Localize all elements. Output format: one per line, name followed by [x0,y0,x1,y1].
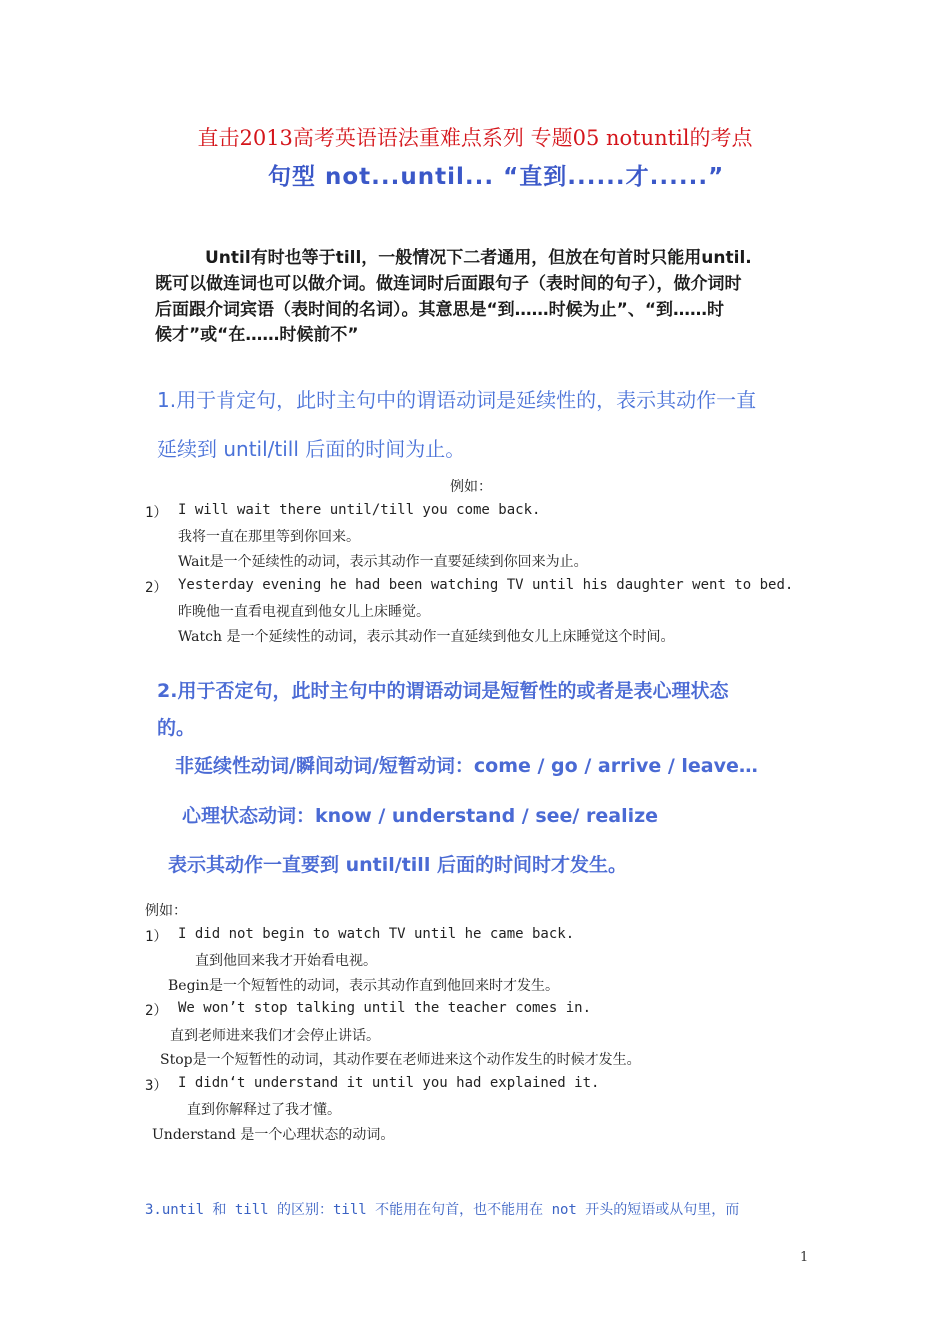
example-english: I did not begin to watch TV until he came back. [178,926,575,942]
example-number: 2） [145,580,168,596]
non-durative-verbs: 非延续性动词/瞬间动词/短暂动词：come / go / arrive / leave… [175,755,758,777]
mental-state-verbs: 心理状态动词：know / understand / see/ realize [182,805,659,827]
intro-line-1: Until有时也等于till，一般情况下二者通用，但放在句首时只能用until. [205,248,752,268]
example-chinese: 直到他回来我才开始看电视。 [195,953,377,969]
section-3-text: 3.until 和 till 的区别：till 不能用在句首，也不能用在 not 开头的短语或从句里，而 [145,1202,740,1218]
section-1-heading: 1.用于肯定句，此时主句中的谓语动词是延续性的，表示其动作一直 [157,388,757,412]
example-number: 1） [145,929,168,945]
example-label: 例如： [450,479,492,495]
intro-line-3: 后面跟介词宾语（表时间的名词）。其意思是“到……时候为止”、“到……时 [155,300,725,320]
section-2-heading: 2.用于否定句，此时主句中的谓语动词是短暂性的或者是表心理状态 [157,680,729,702]
example-note: Begin是一个短暂性的动词，表示其动作直到他回来时才发生。 [168,978,560,994]
example-note: Understand 是一个心理状态的动词。 [152,1127,395,1143]
example-english: I didn‘t understand it until you had explained it. [178,1075,600,1091]
example-note: Watch 是一个延续性的动词，表示其动作一直延续到他女儿上床睡觉这个时间。 [178,629,675,645]
example-english: We won’t stop talking until the teacher comes in. [178,1000,592,1016]
example-note: Stop是一个短暂性的动词，其动作要在老师进来这个动作发生的时候才发生。 [160,1052,641,1068]
example-note: Wait是一个延续性的动词，表示其动作一直要延续到你回来为止。 [178,554,588,570]
example-english: I will wait there until/till you come back. [178,502,541,518]
example-number: 1） [145,505,168,521]
document-title: 直击2013高考英语语法重难点系列 专题05 notuntil的考点 [197,126,753,150]
example-chinese: 昨晚他一直看电视直到他女儿上床睡觉。 [178,604,430,620]
example-chinese: 直到老师进来我们才会停止讲话。 [170,1028,380,1044]
example-english: Yesterday evening he had been watching TV until his daughter went to bed. [178,577,794,593]
example-chinese: 直到你解释过了我才懂。 [187,1102,341,1118]
example-label: 例如： [145,903,187,919]
section-2-heading-cont: 的。 [157,717,196,739]
example-number: 2） [145,1003,168,1019]
pattern-heading: 句型 not...until... “直到......才......” [268,164,725,190]
example-number: 3） [145,1078,168,1094]
section-1-heading-cont: 延续到 until/till 后面的时间为止。 [157,437,466,461]
page-number: 1 [800,1250,809,1265]
example-chinese: 我将一直在那里等到你回来。 [178,529,360,545]
intro-line-2: 既可以做连词也可以做介词。做连词时后面跟句子（表时间的句子），做介词时 [155,274,742,294]
section-2-summary: 表示其动作一直要到 until/till 后面的时间时才发生。 [168,854,627,876]
intro-line-4: 候才”或“在……时候前不” [155,325,359,345]
